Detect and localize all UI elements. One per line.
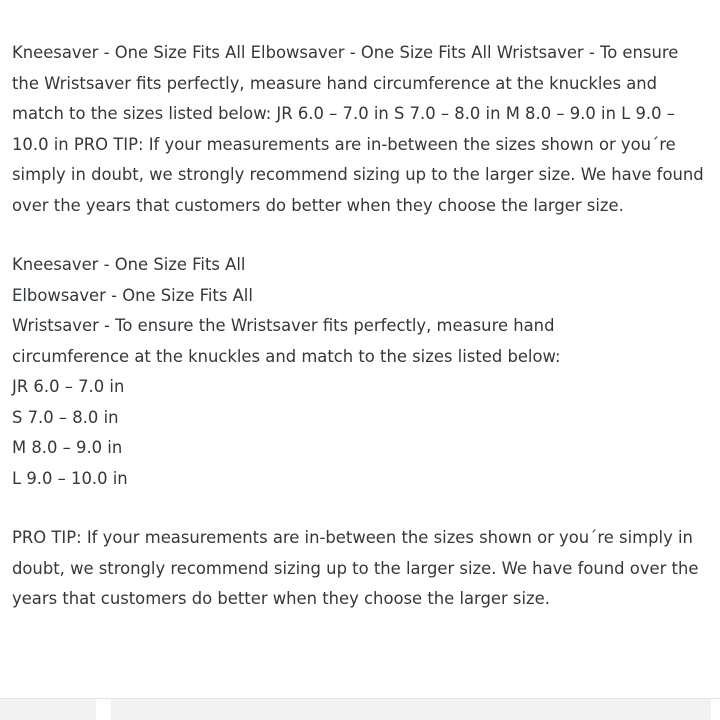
- list-item: circumference at the knuckles and match to the sizes listed below:: [12, 346, 561, 366]
- list-item: L 9.0 – 10.0 in: [12, 468, 128, 488]
- list-item: JR 6.0 – 7.0 in: [12, 377, 125, 396]
- size-detail-list: [12, 250, 706, 494]
- list-item: Wristsaver - To ensure the Wristsaver fits perfectly, measure hand: [12, 316, 555, 335]
- pro-tip-paragraph: PRO TIP: If your measurements are in-between the sizes shown or you´re simply in doubt, we strongly recommend sizing up to the larger size. We have found over the years that customers do better when they choose the larger size.: [12, 528, 699, 608]
- summary-paragraph: Kneesaver - One Size Fits All Elbowsaver - One Size Fits All Wristsaver - To ensure the Wristsaver fits perfectly, measure hand circumference at the knuckles and match to the sizes listed below: JR 6.0 – 7.0 in S 7.0 – 8.0 in M 8.0 – 9.0 in L 9.0 – 10.0 in PRO TIP: If your measurements are in-between the sizes shown or you´re simply in doubt, we strongly recommend sizing up to the larger size. We have found over the years that customers do better when they choose the larger size.: [12, 43, 704, 215]
- list-item: S 7.0 – 8.0 in: [12, 407, 119, 427]
- paragraph-spacer-1: [12, 221, 706, 250]
- bottom-strip: [0, 698, 720, 720]
- strip-segment-right: [111, 699, 711, 720]
- paragraph-spacer-2: [12, 494, 706, 523]
- strip-segment-left: [0, 699, 96, 720]
- list-item: Elbowsaver - One Size Fits All: [12, 285, 253, 305]
- list-item: M 8.0 – 9.0 in: [12, 438, 123, 457]
- list-item: Kneesaver - One Size Fits All: [12, 255, 246, 274]
